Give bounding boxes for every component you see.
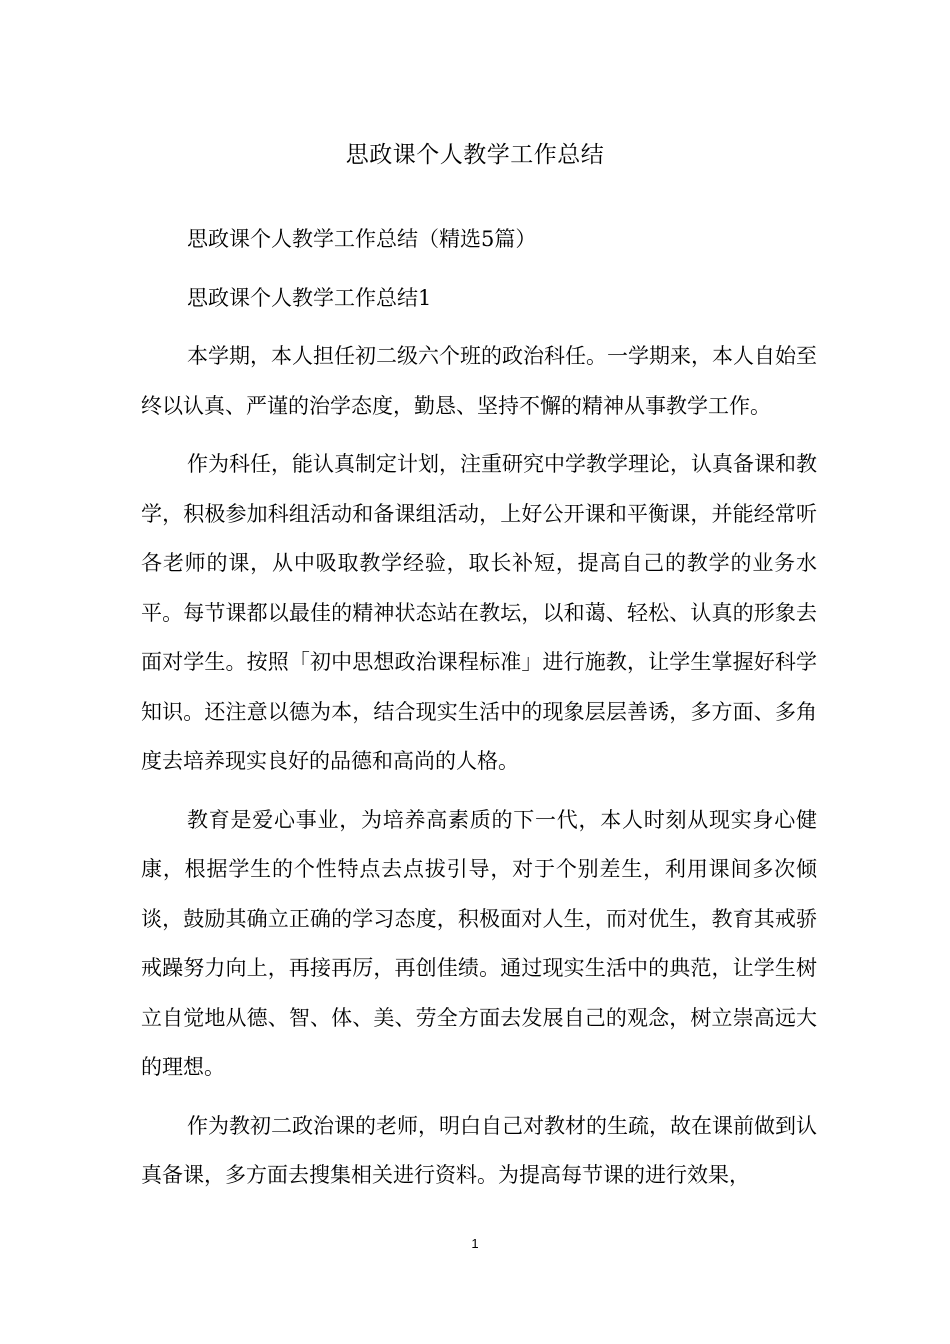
- section-heading: 思政课个人教学工作总结1: [187, 285, 432, 310]
- body-paragraph: 作为科任，能认真制定计划，注重研究中学教学理论，认真备课和教学，积极参加科组活动和备课组活动，上好公开课和平衡课，并能经常听各老师的课，从中吸取教学经验，取长补短，提高自己的教学的业务水平。每节课都以最佳的精神状态站在教坛，以和蔼、轻松、认真的形象去面对学生。按照「初中思想政治课程标准」进行施教，让学生掌握好科学知识。还注意以德为本，结合现实生活中的现象层层善诱，多方面、多角度去培养现实良好的品德和高尚的人格。: [141, 452, 817, 773]
- body-paragraph: 教育是爱心事业，为培养高素质的下一代，本人时刻从现实身心健康，根据学生的个性特点去点拔引导，对于个别差生，利用课间多次倾谈，鼓励其确立正确的学习态度，积极面对人生，而对优生，教育其戒骄戒躁努力向上，再接再厉，再创佳绩。通过现实生活中的典范，让学生树立自觉地从德、智、体、美、劳全方面去发展自己的观念，树立崇高远大的理想。: [141, 807, 817, 1079]
- body-paragraph: 本学期，本人担任初二级六个班的政治科任。一学期来，本人自始至终以认真、严谨的治学态度，勤恳、坚持不懈的精神从事教学工作。: [141, 344, 817, 418]
- document-body: [141, 215, 817, 1210]
- page-number: 1: [471, 1236, 479, 1251]
- body-paragraph: 作为教初二政治课的老师，明白自己对教材的生疏，故在课前做到认真备课，多方面去搜集相关进行资料。为提高每节课的进行效果，: [141, 1113, 817, 1187]
- subtitle-paragraph: 思政课个人教学工作总结（精选5篇）: [187, 227, 537, 251]
- document-title: 思政课个人教学工作总结: [345, 142, 605, 168]
